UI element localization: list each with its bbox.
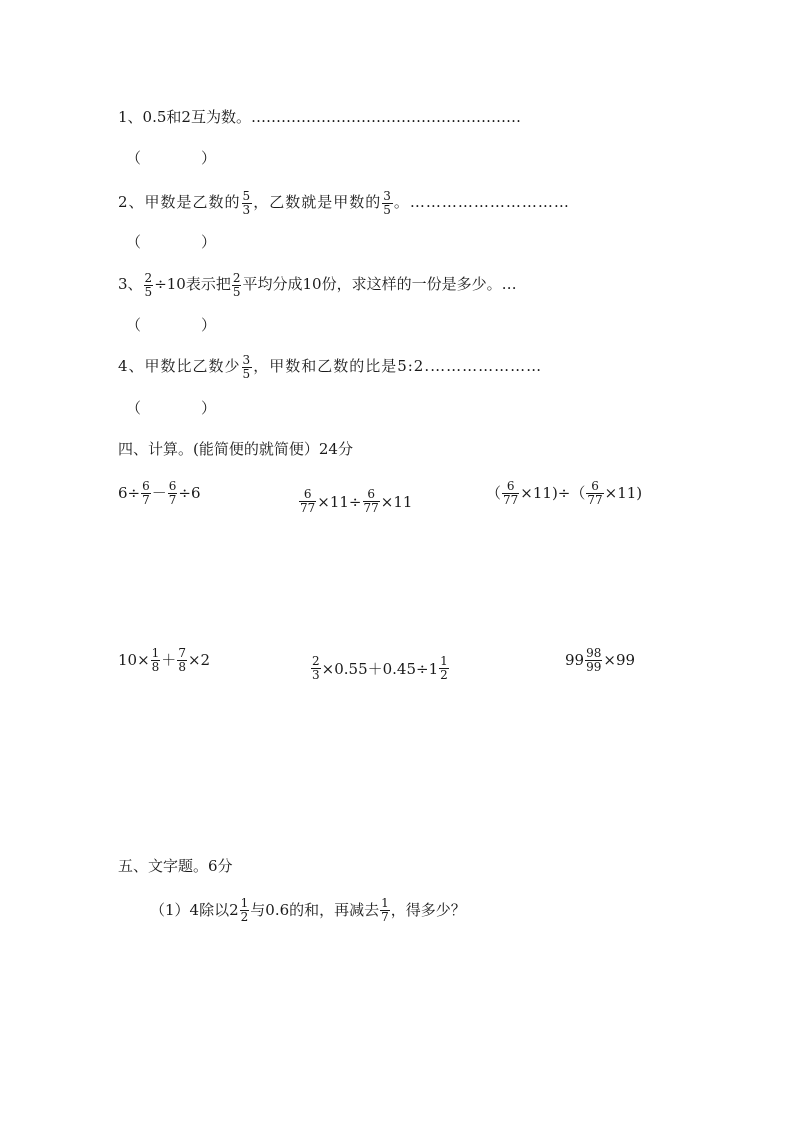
- fraction: [144, 272, 154, 299]
- fraction: [585, 647, 602, 674]
- question-2: [118, 185, 570, 219]
- fraction: [151, 647, 161, 674]
- denominator: 7: [168, 492, 177, 507]
- denominator: 3: [312, 668, 320, 682]
- fraction: [380, 897, 390, 924]
- expression-4: [118, 643, 210, 677]
- fraction: [502, 480, 519, 507]
- numerator: 98: [586, 645, 602, 660]
- fraction: [141, 480, 151, 507]
- numerator: 3: [242, 352, 252, 367]
- denominator: 77: [363, 501, 379, 515]
- numerator: 1: [151, 645, 160, 660]
- fraction: [168, 480, 178, 507]
- numerator: 6: [591, 478, 599, 493]
- denominator: 5: [144, 284, 153, 299]
- fraction: [439, 655, 449, 682]
- answer-blank-4: （ ）: [126, 399, 217, 417]
- denominator: 77: [503, 492, 519, 507]
- expression-1: [118, 476, 201, 510]
- denominator: 2: [440, 668, 448, 682]
- numerator: 2: [144, 270, 153, 285]
- question-1-text: 1、0.5和2互为数。: [118, 108, 251, 126]
- expr-text: 10×: [118, 651, 150, 669]
- denominator: 5: [242, 366, 252, 381]
- denominator: 99: [586, 659, 602, 674]
- expr-text: 99: [565, 651, 585, 669]
- fraction: [299, 488, 316, 515]
- expression-2: [298, 476, 413, 515]
- expression-6: [565, 643, 635, 677]
- numerator: 1: [440, 654, 448, 668]
- fraction: [240, 897, 250, 924]
- expression-5: [310, 643, 450, 682]
- question-3-text-a: ÷10表示把: [154, 275, 231, 293]
- numerator: 1: [381, 895, 389, 910]
- denominator: 5: [232, 284, 241, 299]
- numerator: 6: [142, 478, 150, 493]
- question-3-number: 3、: [118, 275, 143, 293]
- denominator: 7: [381, 909, 389, 924]
- question-2-text-b: ，乙数就是甲数的: [253, 193, 382, 211]
- leader-dots: …………………………: [409, 193, 570, 211]
- numerator: 2: [312, 654, 320, 668]
- section-5-title: 五、文字题。6分: [118, 857, 233, 875]
- fraction: [586, 480, 603, 507]
- question-4-text-a: 4、甲数比乙数少: [118, 357, 241, 375]
- problem-text: ，得多少？: [390, 901, 466, 919]
- question-2-text-c: 。: [393, 193, 410, 211]
- expr-text: ×11): [604, 484, 643, 502]
- expr-text: 6÷: [118, 484, 141, 502]
- fraction: [232, 272, 242, 299]
- numerator: 6: [303, 487, 312, 501]
- answer-blank-1: （ ）: [126, 149, 217, 167]
- expr-text: ＋: [161, 651, 177, 669]
- numerator: 5: [242, 188, 252, 203]
- expr-text: ÷6: [178, 484, 201, 502]
- numerator: 1: [240, 895, 249, 910]
- question-1: [118, 107, 521, 127]
- question-3-text-b: 平均分成10份，求这样的一份是多少。: [242, 275, 502, 293]
- numerator: 2: [232, 270, 241, 285]
- question-3: [118, 267, 517, 301]
- numerator: 6: [168, 478, 177, 493]
- expr-text: ×11: [380, 492, 413, 511]
- answer-blank-3: （ ）: [126, 316, 217, 334]
- expr-text: －: [151, 484, 167, 502]
- question-2-text-a: 2、甲数是乙数的: [118, 193, 241, 211]
- expr-text: ×11)÷（: [520, 484, 586, 502]
- expr-text: ×0.55＋0.45÷1: [321, 659, 439, 678]
- numerator: 6: [367, 487, 375, 501]
- numerator: 6: [506, 478, 515, 493]
- denominator: 3: [242, 202, 252, 217]
- word-problem-1: [150, 893, 466, 927]
- section-4-title: 四、计算。(能简便的就简便）24分: [118, 440, 353, 458]
- fraction: [311, 655, 321, 682]
- problem-text: （1）4除以2: [150, 901, 239, 919]
- expression-3: [486, 476, 642, 510]
- answer-blank-2: （ ）: [126, 233, 217, 251]
- fraction: [242, 354, 253, 381]
- leader-dots: ………………………………………………: [250, 108, 521, 126]
- expr-text: （: [486, 484, 502, 502]
- leader-dots: …: [501, 275, 517, 293]
- denominator: 5: [383, 202, 392, 217]
- leader-dots: …………………: [430, 357, 543, 375]
- denominator: 8: [151, 659, 160, 674]
- question-4-text-b: ，甲数和乙数的比是5:2.: [253, 357, 431, 375]
- denominator: 8: [178, 659, 186, 674]
- denominator: 2: [240, 909, 249, 924]
- denominator: 7: [142, 492, 150, 507]
- fraction: [242, 190, 253, 217]
- expr-text: ×2: [187, 651, 211, 669]
- fraction: [382, 190, 393, 217]
- problem-text: 与0.6的和，再减去: [250, 901, 380, 919]
- numerator: 7: [178, 645, 186, 660]
- fraction: [177, 647, 187, 674]
- expr-text: ×11÷: [317, 492, 362, 511]
- question-4: [118, 349, 542, 383]
- denominator: 77: [587, 492, 603, 507]
- numerator: 3: [383, 188, 392, 203]
- expr-text: ×99: [603, 651, 636, 669]
- denominator: 77: [300, 501, 316, 515]
- fraction: [363, 488, 380, 515]
